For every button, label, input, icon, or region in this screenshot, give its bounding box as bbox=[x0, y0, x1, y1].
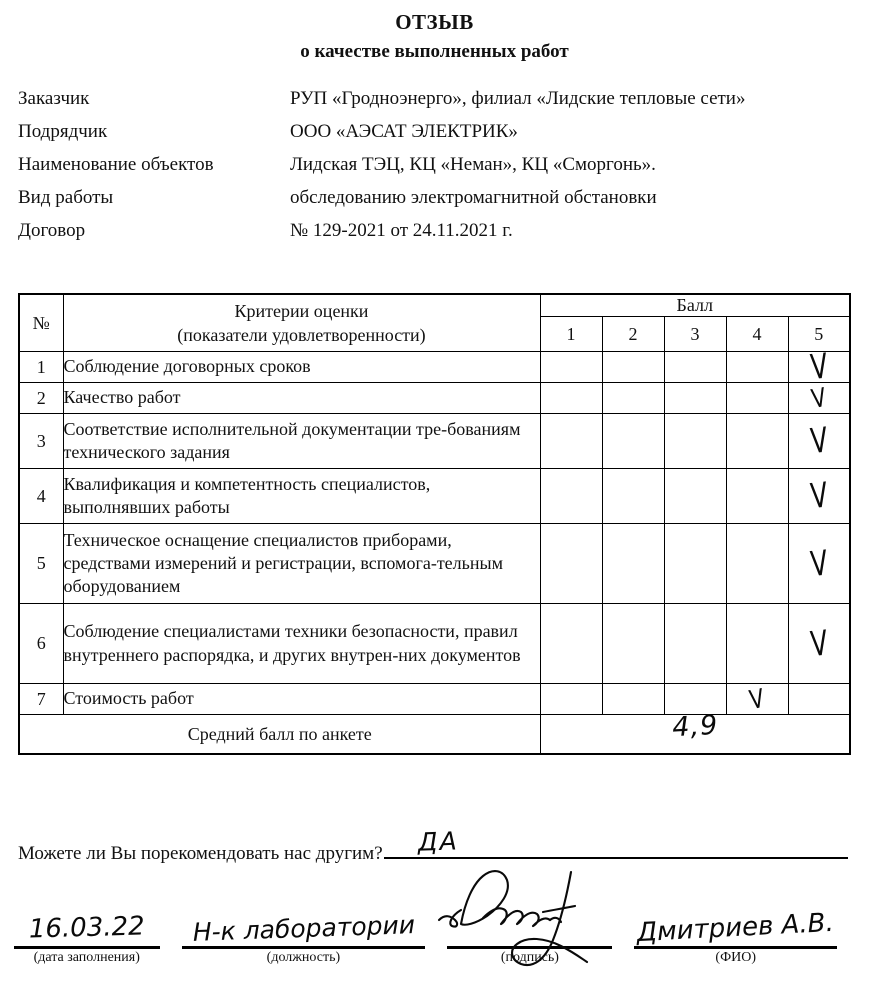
document-title: ОТЗЫВ bbox=[395, 10, 474, 34]
score-cell-3[interactable] bbox=[664, 383, 726, 414]
checkmark-icon: V bbox=[808, 543, 830, 585]
table-row bbox=[19, 469, 850, 524]
header-criteria-line2: (показатели удовлетворенности) bbox=[177, 325, 426, 345]
score-cell-3[interactable] bbox=[664, 604, 726, 684]
score-cell-3[interactable] bbox=[664, 469, 726, 524]
signature-date-value: 16.03.22 bbox=[28, 911, 146, 945]
signature-sign-caption: (подпись) bbox=[500, 950, 559, 965]
meta-label-work-type: Вид работы bbox=[18, 187, 114, 208]
header-score-2: 2 bbox=[602, 317, 664, 352]
signature-position-caption: (должность) bbox=[266, 950, 341, 965]
row-criteria: Квалификация и компетентность специалистов, выполнявших работы bbox=[63, 469, 540, 524]
score-cell-2[interactable] bbox=[602, 524, 664, 604]
score-cell-3[interactable] bbox=[664, 414, 726, 469]
score-cell-1[interactable] bbox=[540, 524, 602, 604]
row-number: 2 bbox=[19, 383, 63, 414]
score-cell-5[interactable] bbox=[788, 524, 850, 604]
meta-value-contract: № 129-2021 от 24.11.2021 г. bbox=[290, 220, 513, 241]
header-criteria bbox=[63, 294, 540, 352]
signature-fio-line bbox=[634, 900, 837, 949]
table-row bbox=[19, 383, 850, 414]
header-score-4: 4 bbox=[726, 317, 788, 352]
header-score-group: Балл bbox=[540, 294, 850, 317]
score-cell-4[interactable] bbox=[726, 383, 788, 414]
score-cell-5[interactable] bbox=[788, 346, 850, 389]
row-number: 1 bbox=[19, 352, 63, 383]
row-number: 4 bbox=[19, 469, 63, 524]
signature-date-line bbox=[14, 900, 160, 949]
row-criteria: Техническое оснащение специалистов приборами, средствами измерений и регистрации, вспомога-тельным оборудованием bbox=[63, 524, 540, 604]
header-score-5: 5 bbox=[788, 317, 850, 352]
table-row bbox=[19, 524, 850, 604]
table-row bbox=[19, 414, 850, 469]
checkmark-icon: V bbox=[808, 623, 830, 665]
meta-label-contract: Договор bbox=[18, 220, 86, 241]
average-value-cell[interactable] bbox=[540, 709, 850, 755]
meta-value-contractor: ООО «АЭСАТ ЭЛЕКТРИК» bbox=[290, 121, 518, 142]
header-score-3: 3 bbox=[664, 317, 726, 352]
row-criteria: Соблюдение специалистами техники безопасности, правил внутреннего распорядка, и других внутрен-них документов bbox=[63, 604, 540, 684]
metadata-block bbox=[18, 88, 858, 253]
score-cell-1[interactable] bbox=[540, 604, 602, 684]
score-cell-1[interactable] bbox=[540, 383, 602, 414]
header-number: № bbox=[19, 294, 63, 352]
score-cell-1[interactable] bbox=[540, 414, 602, 469]
score-cell-1[interactable] bbox=[540, 352, 602, 383]
average-value: 4,9 bbox=[671, 709, 719, 744]
checkmark-icon: V bbox=[808, 475, 830, 518]
meta-value-objects: Лидская ТЭЦ, КЦ «Неман», КЦ «Сморгонь». bbox=[290, 154, 656, 175]
recommend-question-label: Можете ли Вы порекомендовать нас другим? bbox=[18, 843, 383, 864]
row-criteria: Соблюдение договорных сроков bbox=[63, 352, 540, 383]
meta-row-work-type bbox=[18, 187, 858, 220]
score-cell-5[interactable] bbox=[788, 414, 850, 469]
score-cell-4[interactable] bbox=[726, 604, 788, 684]
signature-date-caption: (дата заполнения) bbox=[33, 950, 140, 965]
average-label: Средний балл по анкете bbox=[19, 715, 540, 755]
recommend-question-row bbox=[18, 826, 848, 865]
header-criteria-line1: Критерии оценки bbox=[234, 300, 369, 321]
score-cell-4[interactable] bbox=[726, 469, 788, 524]
signature-fio-caption: (ФИО) bbox=[715, 950, 757, 965]
meta-label-contractor: Подрядчик bbox=[18, 121, 108, 142]
score-cell-5[interactable] bbox=[788, 383, 850, 414]
signature-fio-value: Дмитриев А.В. bbox=[636, 907, 835, 949]
score-cell-5[interactable] bbox=[788, 469, 850, 524]
checkmark-icon: V bbox=[747, 683, 767, 717]
score-cell-4[interactable] bbox=[726, 414, 788, 469]
header-score-1: 1 bbox=[540, 317, 602, 352]
signature-sign-line bbox=[447, 900, 612, 949]
meta-row-contractor bbox=[18, 121, 858, 154]
score-cell-4[interactable] bbox=[726, 524, 788, 604]
score-cell-2[interactable] bbox=[602, 684, 664, 715]
evaluation-table bbox=[18, 293, 851, 755]
meta-row-contract bbox=[18, 220, 858, 253]
signature-position-value: Н-к лаборатории bbox=[191, 910, 415, 947]
score-cell-3[interactable] bbox=[664, 524, 726, 604]
checkmark-icon: V bbox=[808, 346, 830, 389]
signature-fio-field[interactable] bbox=[634, 900, 837, 966]
score-cell-2[interactable] bbox=[602, 469, 664, 524]
meta-label-customer: Заказчик bbox=[18, 88, 90, 109]
score-cell-2[interactable] bbox=[602, 352, 664, 383]
table-row bbox=[19, 352, 850, 383]
score-cell-2[interactable] bbox=[602, 414, 664, 469]
signature-position-line bbox=[182, 900, 426, 949]
signature-block bbox=[14, 900, 859, 966]
meta-label-objects: Наименование объектов bbox=[18, 154, 214, 175]
meta-row-objects bbox=[18, 154, 858, 187]
score-cell-1[interactable] bbox=[540, 684, 602, 715]
score-cell-2[interactable] bbox=[602, 383, 664, 414]
row-number: 6 bbox=[19, 604, 63, 684]
table-header-row-top bbox=[19, 294, 850, 317]
row-criteria: Соответствие исполнительной документации тре-бованиям технического задания bbox=[63, 414, 540, 469]
meta-value-work-type: обследованию электромагнитной обстановки bbox=[290, 187, 657, 208]
row-number: 5 bbox=[19, 524, 63, 604]
score-cell-2[interactable] bbox=[602, 604, 664, 684]
row-number: 7 bbox=[19, 684, 63, 715]
signature-position-field[interactable] bbox=[182, 900, 426, 966]
average-row bbox=[19, 715, 850, 755]
signature-date-field[interactable] bbox=[14, 900, 160, 966]
checkmark-icon: V bbox=[808, 420, 830, 463]
signature-sign-field[interactable] bbox=[447, 900, 612, 966]
score-cell-3[interactable] bbox=[664, 352, 726, 383]
row-number: 3 bbox=[19, 414, 63, 469]
document-subtitle: о качестве выполненных работ bbox=[300, 41, 569, 62]
meta-row-customer bbox=[18, 88, 858, 121]
meta-value-customer: РУП «Гродноэнерго», филиал «Лидские тепловые сети» bbox=[290, 88, 746, 109]
table-row bbox=[19, 604, 850, 684]
recommend-answer-value: ДА bbox=[417, 826, 459, 857]
recommend-answer-field[interactable] bbox=[384, 826, 848, 859]
score-cell-4[interactable] bbox=[726, 352, 788, 383]
score-cell-1[interactable] bbox=[540, 469, 602, 524]
row-criteria: Стоимость работ bbox=[63, 684, 540, 715]
row-criteria: Качество работ bbox=[63, 383, 540, 414]
score-cell-5[interactable] bbox=[788, 604, 850, 684]
checkmark-icon: V bbox=[809, 382, 829, 416]
